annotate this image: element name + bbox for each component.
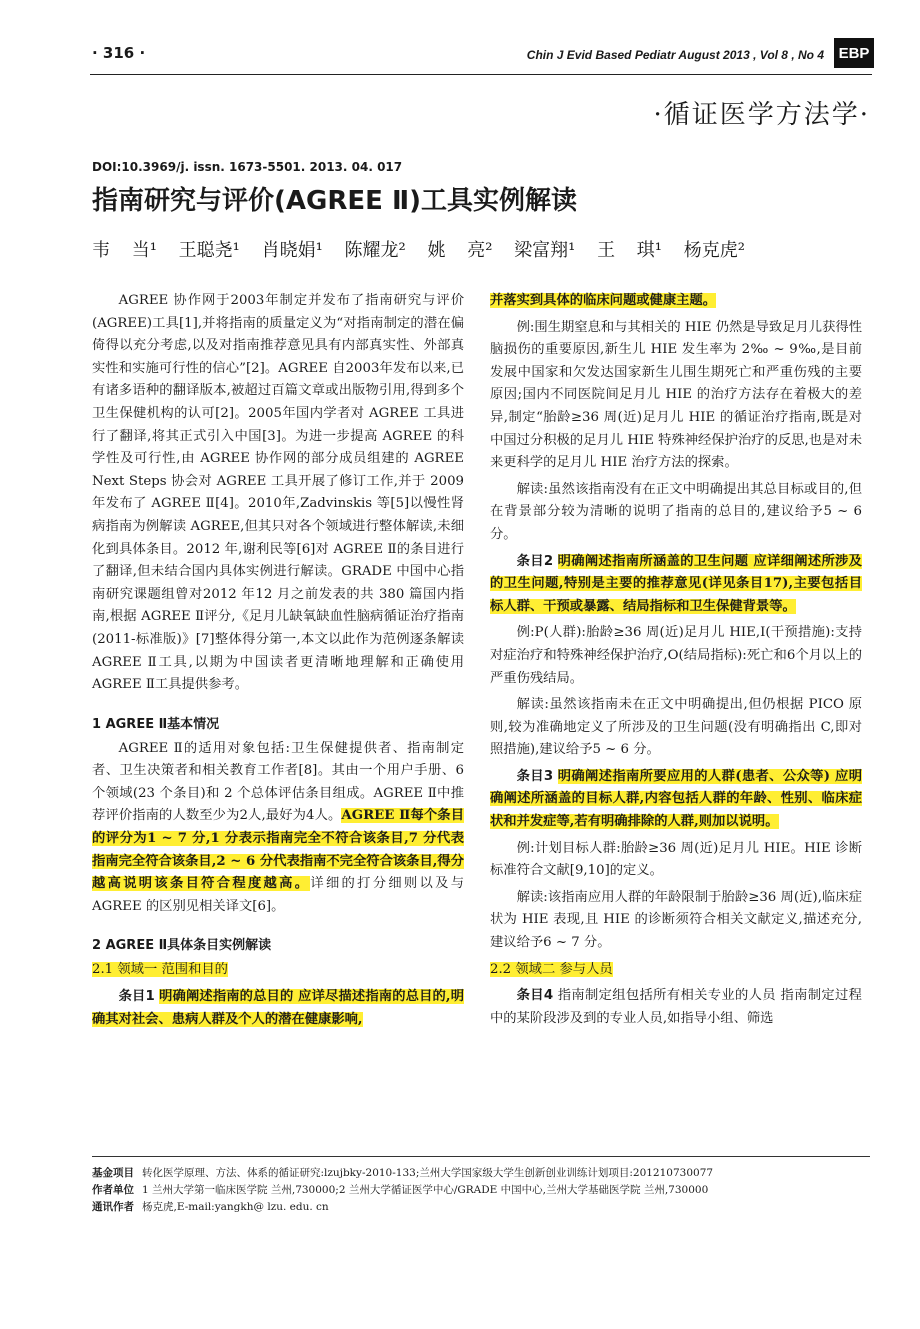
section-label: ·循证医学方法学· [653,100,870,130]
doi: DOI:10.3969/j. issn. 1673-5501. 2013. 04. 017 [92,160,403,174]
header-rule [90,74,872,75]
right-column [490,290,862,1034]
item3-paragraph: 条目3 明确阐述指南所要应用的人群(患者、公众等) 应明确阐述所涵盖的目标人群,内容包括人群的年龄、性别、临床症状和并发症等,若有明确排除的人群,则加以说明。 [490,768,862,830]
interpretation-3: 解读:该指南应用人群的年龄限制于胎龄≥36 周(近),临床症状为 HIE 表现,且 HIE 的诊断须符合相关文献定义,描述充分,建议给予6 ~ 7 分。 [490,889,862,951]
section-heading-2: 2 AGREE Ⅱ具体条目实例解读 [92,938,272,954]
left-column [92,290,464,1035]
item1-continued: 并落实到具体的临床问题或健康主题。 [490,293,717,308]
item1-paragraph: 条目1 明确阐述指南的总目的 应详尽描述指南的总目的,明确其对社会、患病人群及个人的潜在健康影响, [92,989,464,1027]
author-list: 韦 当¹ 王聪尧¹ 肖晓娟¹ 陈耀龙² 姚 亮² 梁富翔¹ 王 琪¹ 杨克虎² [92,240,745,261]
example-3: 例:计划目标人群:胎龄≥36 周(近)足月儿 HIE。HIE 诊断标准符合文献[9,10]的定义。 [490,840,862,879]
example-2: 例:P(人群):胎龄≥36 周(近)足月儿 HIE,I(干预措施):支持对症治疗和特殊神经保护治疗,O(结局指标):死亡和6个月以上的严重伤残结局。 [490,625,862,686]
intro-paragraph: AGREE 协作网于2003年制定并发布了指南研究与评价(AGREE)工具[1],并将指南的质量定义为“对指南制定的潜在偏倚得以充分考虑,以及对指南推荐意见具有内部真实性、外部真实性和实施可行性的信心”[2]。AGREE 自2003年发布以来,已有诸多语种的翻译版本,被超过百篇文章或出版物引用,得到多个卫生保健机构的认可[2]。2005年国内学者对 AGREE 工具进行了翻译,将其正式引入中国[3]。为进一步提高 AGREE 的科学性及可行性,由 AGREE 协作网的部分成员组建的 AGREE Next Steps 协会对 AGREE 工具开展了修订工作,并于 2009 年发布了 AGREE Ⅱ[4]。2010年,Zadvinskis 等[5]以慢性肾病指南为例解读 AGREE,但其只对各个领域进行整体解读,未细化到具体条目。2012 年,谢利民等[6]对 AGREE Ⅱ的条目进行了翻译,但未结合国内具体实例进行解读。GRADE 中国中心指南研究课题组曾对2012 年12 月之前发表的共 380 篇国内指南,根据 AGREE Ⅱ评分,《足月儿缺氧缺血性脑病循证治疗指南(2011-标准版)》[7]整体得分第一,本文以此作为范例逐条解读 AGREE Ⅱ工具,以期为中国读者更清晰地理解和正确使用 AGREE Ⅱ工具提供参考。 [92,293,464,693]
subsection-heading-2-1: 2.1 领域一 范围和目的 [92,962,228,978]
affiliation-note: 作者单位 1 兰州大学第一临床医学院 兰州,730000;2 兰州大学循证医学中心/GRADE 中国中心,兰州大学基础医学院 兰州,730000 [92,1184,709,1196]
article-title: 指南研究与评价(AGREE Ⅱ)工具实例解读 [92,186,577,216]
item4-paragraph: 条目4 指南制定组包括所有相关专业的人员 指南制定过程中的某阶段涉及到的专业人员,如指导小组、筛选 [490,988,862,1026]
section1-paragraph: AGREE Ⅱ的适用对象包括:卫生保健提供者、指南制定者、卫生决策者和相关教育工作者[8]。其由一个用户手册、6 个领域(23 个条目)和 2 个总体评估条目组成。AGREE Ⅱ中推荐评价指南的人数至少为2人,最好为4人。AGREE Ⅱ每个条目的评分为1 ~ 7 分,1 分表示指南完全不符合该条目,7 分代表指南完全符合该条目,2 ~ 6 分代表指南不完全符合该条目,得分越高说明该条目符合程度越高。详细的打分细则以及与 AGREE 的区别见相关译文[6]。 [92,740,465,914]
interpretation-2: 解读:虽然该指南未在正文中明确提出,但仍根据 PICO 原则,较为准确地定义了所涉及的卫生问题(没有明确指出 C,即对照措施),建议给予5 ~ 6 分。 [490,697,862,758]
section-heading-1: 1 AGREE Ⅱ基本情况 [92,716,220,732]
example-1: 例:围生期窒息和与其相关的 HIE 仍然是导致足月儿获得性脑损伤的重要原因,新生儿 HIE 发生率为 2‰ ~ 9‰,是目前发展中国家和欠发达国家新生儿围生期死亡和严重伤残的主要原因;国内不同医院间足月儿 HIE 的治疗方法存在着极大的差异,制定“胎龄≥36 周(近)足月儿 HIE 的循证治疗指南,既是对中国过分积极的足月儿 HIE 特殊神经保护治疗的反思,也是对未来更科学的足月儿 HIE 治疗方法的探索。 [490,319,862,471]
journal-logo-icon: EBP [834,38,874,68]
item2-paragraph: 条目2 明确阐述指南所涵盖的卫生问题 应详细阐述所涉及的卫生问题,特别是主要的推荐意见(详见条目17),主要包括目标人群、干预或暴露、结局指标和卫生保健背景等。 [490,553,862,614]
corresponding-note: 通讯作者 杨克虎,E-mail:yangkh@ lzu. edu. cn [92,1201,329,1213]
footnote [92,1156,870,1216]
interpretation-1: 解读:虽然该指南没有在正文中明确提出其总目标或目的,但在背景部分较为清晰的说明了指南的总目的,建议给予5 ~ 6 分。 [490,481,862,542]
journal-header: Chin J Evid Based Pediatr August 2013 , Vol 8 , No 4 [526,48,824,62]
subsection-heading-2-2: 2.2 领域二 参与人员 [490,961,613,977]
page-number: · 316 · [92,44,146,62]
funding-note: 基金项目 转化医学原理、方法、体系的循证研究:lzujbky-2010-133;兰州大学国家级大学生创新创业训练计划项目:201210730077 [92,1167,714,1179]
